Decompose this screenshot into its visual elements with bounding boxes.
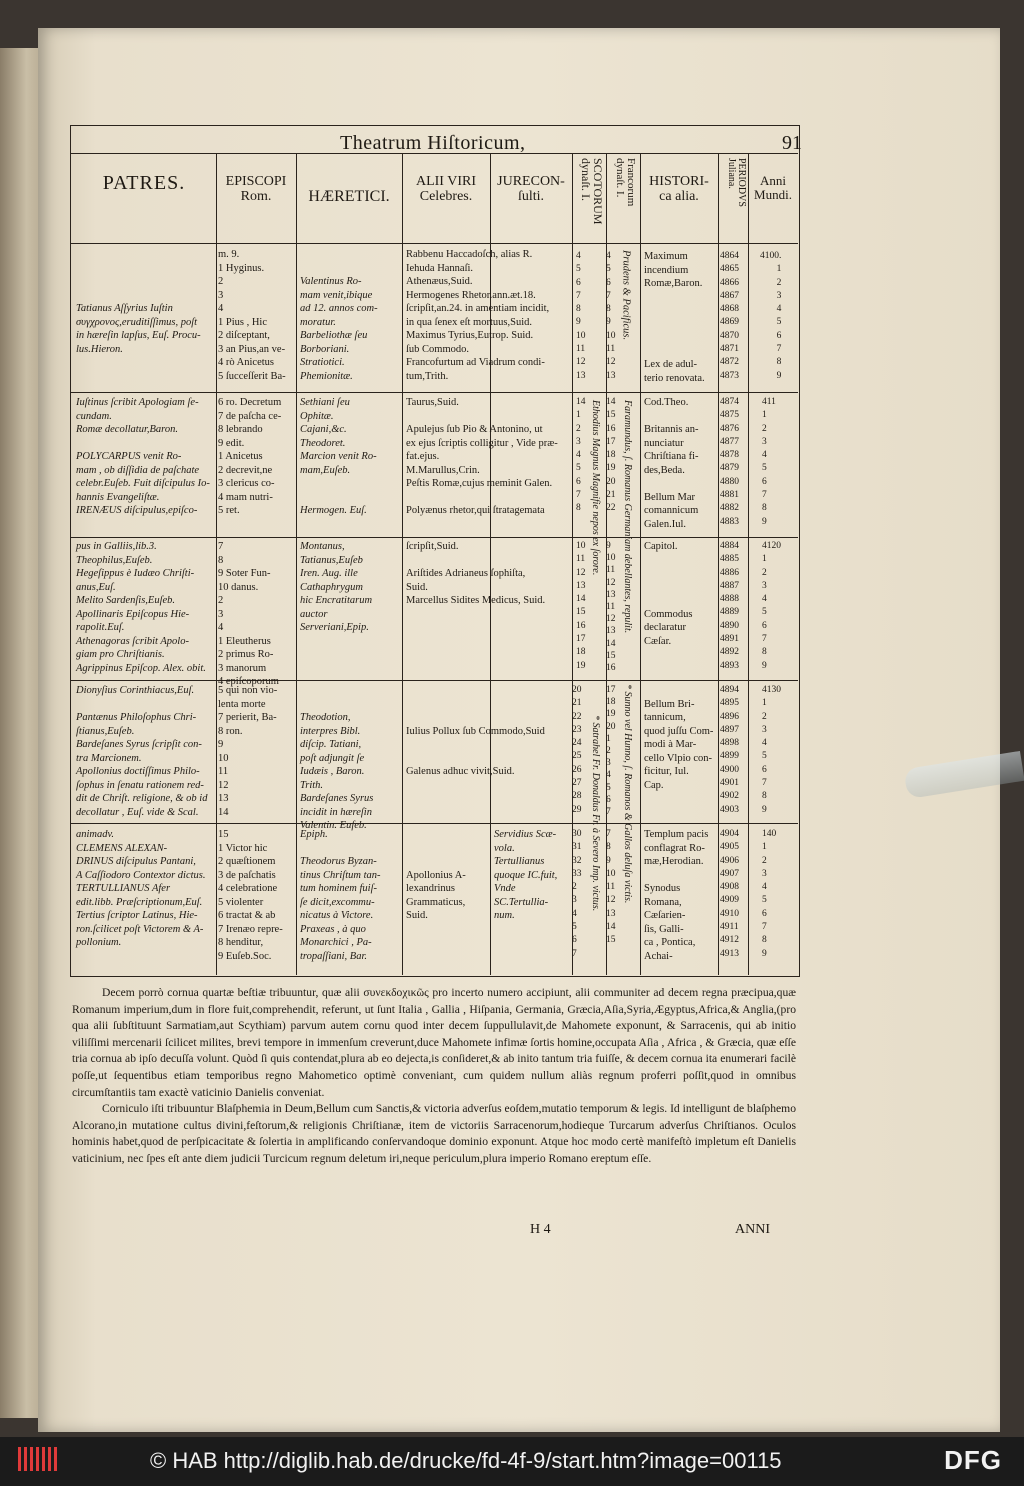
anni-years: 4100. 1 2 3 4 5 6 7 8 9	[760, 251, 782, 381]
col-episcopi: EPISCOPI Rom.	[225, 174, 287, 205]
haeretici-cell: Montanus, Tatianus,Euſeb Iren. Aug. ille Cathaphrygum hic Encratitarum auctor Serveriani,Epip.	[300, 541, 373, 633]
patres-cell: pus in Galliis,lib.3. Theophilus,Euſeb. Hegeſippus è Iudæo Chriſti- anus,Euſ. Melito Sardenſis,Euſeb. Apollinaris Epiſcopus Hie- rapolit.Euſ. Athenagoras ſcribit Apolo- giam pro Chriſtianis. Agrippinus Epiſcop. Alex. obit.	[76, 541, 206, 674]
anni-years: 4120 1 2 3 4 5 6 7 8 9	[762, 541, 781, 671]
col-historica: HISTORI- ca alia.	[649, 174, 709, 205]
source-url[interactable]: © HAB http://diglib.hab.de/drucke/fd-4f-9/start.htm?image=00115	[150, 1448, 782, 1473]
row-divider	[71, 392, 798, 393]
row-divider	[71, 823, 798, 824]
francorum-years: 17 18 19 20 1 2 3 4 5 6 7	[606, 685, 616, 818]
haeretici-cell: Epiph. Theodorus Byzan- tinus Chriſtum tan- tum hominem fuiſ- ſe dicit,excommu- nicatus à Victore. Praxeas , à quo Monarchici , Pa- tropaſſiani, Bar.	[300, 829, 381, 962]
running-title: Theatrum Hiſtoricum,	[340, 132, 526, 154]
scotorum-years: 20 21 22 23 24 25 26 27 28 29	[572, 685, 582, 815]
hab-logo-icon	[18, 1447, 57, 1471]
column-divider	[402, 153, 403, 975]
alii-cell: Taurus,Suid. Apulejus ſub Pio & Antonino, ut ex ejus ſcriptis colligitur , Vide præ- fat.ejus. M.Marullus,Crin. Peſtis Romæ,cujus meminit Galen. Polyænus rhetor,qui ſtratagemata	[406, 397, 558, 516]
header-top-divider	[71, 153, 798, 154]
anni-years: 140 1 2 3 4 5 6 7 8 9	[762, 829, 777, 959]
vertical-note: Faramundus, ſ. Romanus Germaniam debellantes, repulit.	[622, 400, 633, 634]
vertical-note: * Satrahel Fr. Donaldus Fr. à Severo Imp. victus.	[590, 715, 601, 912]
row-divider	[71, 680, 798, 681]
patres-cell: Tatianus Aſſyrius Iuſtin συγχρονος,eruditiſſimus, poſt in hæreſin lapſus, Euſ. Procu- lus.Hieron.	[76, 303, 201, 355]
historica-cell: Cod.Theo. Britannis an- nunciatur Chriſtiana fi- des,Beda. Bellum Mar comannicum Galen.Iul.	[644, 397, 699, 530]
scotorum-years: 14 1 2 3 4 5 6 7 8	[576, 397, 586, 514]
col-francorum: Francorum dynaſt. I.	[614, 158, 637, 207]
header-row-divider	[71, 243, 798, 244]
historica-cell: Capitol. Commodus declaratur Cæſar.	[644, 541, 693, 647]
column-divider	[296, 153, 297, 975]
francorum-years: 4 5 6 7 8 9 10 11 12 13	[606, 251, 616, 381]
col-patres: PATRES.	[102, 172, 186, 194]
periodus-years: 4904 4905 4906 4907 4908 4909 4910 4911 4912 4913	[720, 829, 739, 959]
historica-cell: Maximum incendium Romæ,Baron. Lex de adul- terio renovata.	[644, 251, 705, 384]
haeretici-cell: Theodotion, interpres Bibl. diſcip. Tatiani, poſt adjungit ſe Iudæis , Baron. Trith. Bardeſanes Syrus incidit in hæreſin Valentin. Euſeb.	[300, 712, 374, 831]
alii-cell: Rabbenu Haccadoſch, alias R. Iehuda Hannaſi. Athenæus,Suid. Hermogenes Rhetor.ann.ӕt.18. ſcripſit,an.24. in amentiam incidit, in qua ſenex eſt mortuus,Suid. Maximus Tyrius,Eutrop. Suid. ſub Commodo. Francofurtum ad Viadrum condi- tum,Trith.	[406, 249, 550, 382]
patres-cell: Iuſtinus ſcribit Apologiam ſe- cundam. Romæ decollatur,Baron. POLYCARPUS venit Ro- mam , ob diſſidia de paſchate celebr.Euſeb. Fuit diſcipulus Io- hannis Evangeliſtæ. IRENÆUS diſcipulus,epiſco-	[76, 397, 210, 516]
column-divider	[216, 153, 217, 975]
haeretici-cell: Valentinus Ro- mam venit,ibique ad 12. annos com- moratur. Barbeliothæ ſeu Borboriani. Stratiotici. Phemionitæ.	[300, 276, 378, 382]
jurecon-cell: Servidius Scæ- vola. Tertullianus quoque IC.fuit, Vnde SC.Tertullia- num.	[494, 829, 558, 921]
francorum-years: 9 10 11 12 13 11 12 13 14 15 16	[606, 541, 616, 674]
alii-cell: ſcripſit,Suid. Ariſtides Adrianeus ſophiſta, Suid. Marcellus Sidites Medicus, Suid.	[406, 541, 546, 606]
catchword: ANNI	[735, 1222, 770, 1237]
dfg-logo: DFG	[944, 1445, 1002, 1475]
scotorum-years: 4 5 6 7 8 9 10 11 12 13	[576, 251, 586, 381]
page-number: 91	[782, 132, 802, 154]
col-scotorum: SCOTORUM dynaſt. I.	[579, 158, 605, 225]
episcopi-cell: 7 8 9 Soter Fun- 10 danus. 2 3 4 1 Eleutherus 2 primus Ro- 3 manorum 4 epiſcoporum	[218, 541, 279, 687]
vertical-note: * Sunno vel Hunno, ſ. Romanos & Gallos deluſa victis.	[622, 684, 633, 904]
vertical-note: Prudens & Pacificus.	[620, 250, 632, 341]
col-jurecon: JURECON- ſulti.	[497, 174, 565, 205]
viewer-footer	[0, 1437, 1024, 1486]
scotorum-years: 30 31 32 33 2 3 4 5 6 7	[572, 829, 582, 959]
patres-cell: animadv. CLEMENS ALEXAN- DRINUS diſcipulus Pantani, A Caſſiodoro Contextor dictus. TERTULLIANUS Afer edit.libb. Præſcriptionum,Euſ. Tertius ſcriptor Latinus, Hie- ron.ſcilicet poſt Victorem & A- pollonium.	[76, 829, 206, 948]
paragraph: Decem porrò cornua quartæ beſtiæ tribuuntur, quæ alii συνεκδοχικῶς pro incerto numero accipiunt, alii communiter ad decem regna præcipua,quæ Romanum imperium,dum in flore fuit,comprehendit, referunt, ut ſunt Italia , Gallia , Hiſpania, Germania, Græcia,Aſia,Syria,Ægyptus,Africa,& Anglia,(pro qua alii ſubſtituunt Sarmatiam,aut Scythiam) parvum autem cornu quod inter decem ſuppullulavit,de Mahomete exponunt, & Sarracenis, qui ab initio viliſſimi mercenarii ſcilicet milites, brevi tempore in immenſum creverunt,duce Mahomete infimæ ſortis homine,occupata Aſia , Africa , & Græcia, quæ eſſe tria cornua ab ipſo decuſſa volunt. Quòd ſi quis contendat,plura ab eo dejecta,is conſideret,& ab inito tantum tria fuiſſe, & decem cornua ita enumerari facilè poſſe,ut ſequentibus etiam temporibus regno Mahometico optimè conveniant, cum quidem nullum aliàs regnum proferri poſſit,quod in omnibus circumſtantiis tam exactè vaticinio Danielis conveniat.	[72, 986, 796, 1099]
commentary-text	[72, 985, 796, 1168]
alii-cell: Apollonius A- lexandrinus Grammaticus, Suid.	[406, 869, 466, 921]
haeretici-cell: Sethiani ſeu Ophitæ. Cajani,&c. Theodoret. Marcion venit Ro- mam,Euſeb. Hermogen. Euſ.	[300, 397, 377, 516]
periodus-years: 4864 4865 4866 4867 4868 4869 4870 4871 4872 4873	[720, 251, 739, 381]
paragraph: Corniculo iſti tribuuntur Blaſphemia in Deum,Bellum cum Sanctis,& victoria adverſus eoſdem,mutatio temporum & legis. Id intelligunt de blaſphemo Alcorano,in mutatione cultus divini,feſtorum,& religionis Chriſtianæ, item de victoriis Sarracenorum,hodieque Turcarum adverſus Chriſtianos. Oculos hominis habet,quod de perſpicacitate & ſolertia in amplificando conſervandoque dominio exponunt. Atque hoc modo certè manifeſtò impletum eſt Danielis vaticinium, nec ſpes eſt ante diem judicii Turcicum regnum deletum iri,neque periculum,plura imperio Romano ereptum eſſe.	[72, 1102, 796, 1165]
francorum-years: 7 8 9 10 11 12 13 14 15	[606, 829, 616, 946]
episcopi-cell: 6 ro. Decretum 7 de paſcha ce- 8 lebrando 9 edit. 1 Anicetus 2 decrevit,ne 3 clericus co- 4 mam nutri- 5 ret.	[218, 397, 282, 516]
row-divider	[71, 537, 798, 538]
col-periodus: PERIODVS Juliana.	[726, 158, 747, 207]
column-divider	[718, 153, 719, 975]
signature-mark: H 4	[530, 1222, 551, 1237]
historica-cell: Templum pacis conflagrat Ro- mæ,Herodian. Synodus Romana, Cæſarien- ſis, Galli- ca , Pontica, Achai-	[644, 829, 709, 962]
historica-cell: Bellum Bri- tannicum, quod juſſu Com- modi à Mar- cello Vlpio con- ficitur, Iul. Cap.	[644, 698, 714, 791]
col-alii: ALII VIRI Celebres.	[415, 174, 476, 205]
vertical-note: Ethodius Magnus Magnifie nepos ex ſorore.	[590, 400, 601, 576]
episcopi-cell: 5 qui non vio- lenta morte 7 perierit, Ba- 8 ron. 9 10 11 12 13 14	[218, 685, 278, 818]
anni-years: 4130 1 2 3 4 5 6 7 8 9	[762, 685, 781, 815]
episcopi-cell: m. 9. 1 Hyginus. 2 3 4 1 Pius , Hic 2 diſceptant, 3 an Pius,an ve- 4 rò Anicetus 5 ſucceſſerit Ba-	[218, 249, 286, 382]
patres-cell: Dionyſius Corinthiacus,Euſ. Pantænus Philoſophus Chri- ſtianus,Euſeb. Bardeſanes Syrus ſcripſit con- tra Marcionem. Apollonius doctiſſimus Philo- ſophus in ſenatu rationem red- dit de Chriſt. religione, & ob id decollatur , Euſ. vide & Scal.	[76, 685, 208, 818]
periodus-years: 4884 4885 4886 4887 4888 4889 4890 4891 4892 4893	[720, 541, 739, 671]
francorum-years: 14 15 16 17 18 19 20 21 22	[606, 397, 616, 514]
col-haeretici: HÆRETICI.	[308, 188, 390, 205]
column-divider	[640, 153, 641, 975]
episcopi-cell: 15 1 Victor hic 2 quæſtionem 3 de paſchatis 4 celebratione 5 violenter 6 tractat & ab 7 Irenæo repre- 8 henditur, 9 Euſeb.Soc.	[218, 829, 283, 962]
scotorum-years: 10 11 12 13 14 15 16 17 18 19	[576, 541, 586, 671]
col-anni: Anni Mundi.	[754, 173, 792, 203]
column-divider	[748, 153, 749, 975]
alii-cell: Iulius Pollux ſub Commodo,Suid Galenus adhuc vivit,Suid.	[406, 725, 545, 777]
anni-years: 411 1 2 3 4 5 6 7 8 9	[762, 397, 776, 527]
periodus-years: 4874 4875 4876 4877 4878 4879 4880 4881 4882 4883	[720, 397, 739, 527]
periodus-years: 4894 4895 4896 4897 4898 4899 4900 4901 4902 4903	[720, 685, 739, 815]
